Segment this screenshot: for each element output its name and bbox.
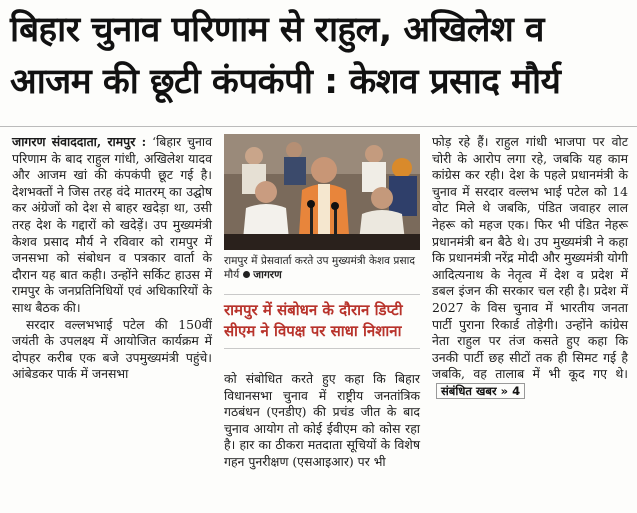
- headline-line-2: आजम की छूटी कंपकंपी : केशव प्रसाद मौर्य: [10, 62, 561, 102]
- paragraph-4-text: फोड़ रहे हैं। राहुल गांधी भाजपा पर वोट चोरी के आरोप लगा रहे, जबकि यह काम कांग्रेस कर रही। देश के पहले प्रधानमंत्री के चुनाव में सरदार वल्लभ भाई पटेल को 14 वोट मिले थे जबकि, पंडित जवाहर लाल नेहरू को महज एक। फिर भी पंडित नेहरू प्रधानमंत्री बन बैठे थे। उप मुख्यमंत्री ने कहा कि प्रधानमंत्री नरेंद्र मोदी और मुख्यमंत्री योगी आदित्यनाथ के नेतृत्व में देश व प्रदेश में डबल इंजन की सरकार चल रही है। प्रदेश में 2027 के विस चुनाव में भारतीय जनता पार्टी पुराना रिकार्ड तोड़ेगी। उन्होंने कांग्रेस नेता राहुल पर तंज कसते हुए कहा कि उनकी पार्टी छह सीटों तक ही सिमट गई है जबकि, वह तालाब में भी कूद गए थे।: [432, 134, 628, 382]
- paragraph-1: [12, 134, 212, 317]
- headline-divider: [0, 126, 637, 127]
- related-news-link[interactable]: संबंधित खबर » 4: [436, 383, 525, 399]
- subheadline: रामपुर में संबोधन के दौरान डिप्टी सीएम ने विपक्ष पर साधा निशाना: [224, 294, 420, 349]
- paragraph-1-text: ‘बिहार चुनाव परिणाम के बाद राहुल गांधी, अखिलेश यादव और आजम खां की कंपकंपी छूट गई है। देशभक्तों ने जिस तरह वंदे मातरम् का उद्घोष कर अंग्रेजों को देश से बाहर खदेड़ा था, उसी तरह देश के गद्दारों को खदेड़ें। उप मुख्यमंत्री केशव प्रसाद मौर्य ने रविवार को रामपुर में जनसभा को संबोधन व पत्रकार वार्ता के दौरान यह बात कही। उन्होंने सर्किट हाउस में रामपुर के जनप्रतिनिधियों एवं अधिकारियों के साथ बैठक की।: [12, 134, 212, 315]
- headline: [10, 4, 628, 108]
- press-conference-image: [224, 134, 420, 250]
- paragraph-4: [432, 134, 628, 400]
- dateline: जागरण संवाददाता, रामपुर :: [12, 134, 147, 149]
- paragraph-3: को संबोधित करते हुए कहा कि बिहार विधानसभा चुनाव में राष्ट्रीय जनतांत्रिक गठबंधन (एनडीए) की प्रचंड जीत के बाद चुनाव आयोग तो कोई ईवीएम को कोस रहा है। हार का ठीकरा मतदाता सूचियों के विशेष गहन पुनरीक्षण (एसआइआर) पर भी: [224, 371, 420, 469]
- headline-line-1: बिहार चुनाव परिणाम से राहुल, अखिलेश व: [10, 10, 544, 50]
- news-photo: [224, 134, 420, 250]
- article-column-middle: [224, 371, 420, 471]
- photo-caption: [224, 254, 420, 282]
- article-column-left: [12, 134, 212, 383]
- bullet-icon: [243, 271, 250, 278]
- article-column-right: [432, 134, 628, 400]
- photo-credit: जागरण: [253, 269, 282, 281]
- paragraph-2: सरदार वल्लभभाई पटेल की 150वीं जयंती के उपलक्ष्य में आयोजित कार्यक्रम में दोपहर करीब एक बजे उपमुख्यमंत्री पहुंचे। आंबेडकर पार्क में जनसभा: [12, 316, 212, 382]
- photo-caption-text: रामपुर में प्रेसवार्ता करते उप मुख्यमंत्री केशव प्रसाद मौर्य: [224, 255, 415, 281]
